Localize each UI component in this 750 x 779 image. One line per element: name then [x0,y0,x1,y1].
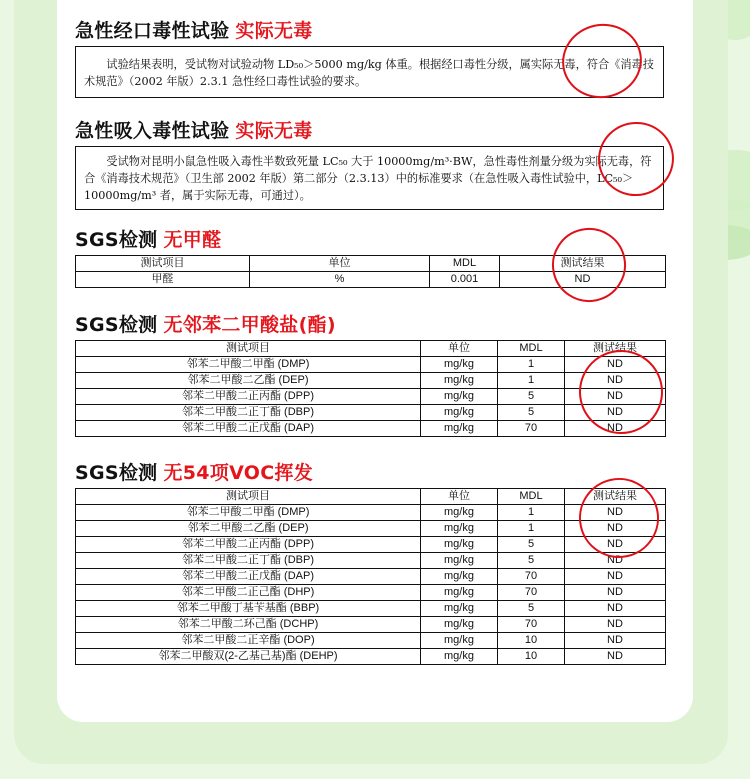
table-cell: mg/kg [421,505,498,521]
section-title-text: 急性吸入毒性试验 [75,120,230,142]
table-cell: ND [565,649,666,665]
table-cell: ND [565,633,666,649]
table-cell: mg/kg [421,537,498,553]
table-row [76,421,666,437]
table-cell: mg/kg [421,585,498,601]
section-tag: 无甲醛 [163,229,222,251]
table-cell: 邻苯二甲酸二甲酯 (DMP) [76,505,421,521]
table-cell: mg/kg [421,601,498,617]
table-row [76,537,666,553]
oral-toxicity-text: 试验结果表明，受试物对试验动物 LD₅₀＞5000 mg/kg 体重。根据经口毒性分级，属实际无毒，符合《消毒技术规范》（2002 年版）2.3.1 急性经口毒性试验的要求。 [84,58,654,88]
table-cell: 70 [498,585,565,601]
table-header-cell: 测试项目 [76,256,250,272]
table-cell: mg/kg [421,373,498,389]
table-row [76,373,666,389]
table-header-row [76,341,666,357]
section-title-formaldehyde [75,225,221,252]
table-row [76,389,666,405]
table-header-cell: MDL [430,256,500,272]
table-cell: mg/kg [421,649,498,665]
table-cell: 邻苯二甲酸二正丙酯 (DPP) [76,389,421,405]
table-cell: mg/kg [421,405,498,421]
table-cell: 0.001 [430,272,500,288]
table-cell: 1 [498,357,565,373]
table-row [76,601,666,617]
table-row [76,633,666,649]
table-cell: 5 [498,553,565,569]
section-tag: 实际无毒 [235,120,313,142]
section-title-text: 急性经口毒性试验 [75,20,230,42]
table-cell: ND [565,389,666,405]
table-cell: 5 [498,389,565,405]
table-cell: ND [565,421,666,437]
table-row [76,272,666,288]
table-cell: 10 [498,649,565,665]
table-cell: 邻苯二甲酸二正戊酯 (DAP) [76,569,421,585]
section-title-text: SGS检测 [75,229,158,251]
table-header-cell: 测试结果 [500,256,666,272]
table-row [76,617,666,633]
table-cell: 1 [498,373,565,389]
table-cell: ND [565,405,666,421]
table-cell: 5 [498,601,565,617]
table-cell: ND [565,373,666,389]
table-header-row [76,256,666,272]
table-cell: 邻苯二甲酸丁基苄基酯 (BBP) [76,601,421,617]
section-title-text: SGS检测 [75,462,158,484]
table-header-cell: MDL [498,489,565,505]
table-cell: mg/kg [421,389,498,405]
section-title-voc [75,458,313,485]
section-title-phthalates [75,310,336,337]
table-cell: 70 [498,569,565,585]
oral-toxicity-report-box [75,46,664,98]
section-tag: 无邻苯二甲酸盐(酯) [163,314,336,336]
table-row [76,649,666,665]
table-row [76,357,666,373]
table-header-cell: 测试结果 [565,341,666,357]
table-cell: mg/kg [421,617,498,633]
table-cell: 甲醛 [76,272,250,288]
table-header-row [76,489,666,505]
table-cell: mg/kg [421,633,498,649]
table-cell: ND [565,357,666,373]
table-cell: 邻苯二甲酸二正丁酯 (DBP) [76,405,421,421]
table-cell: 邻苯二甲酸二正丁酯 (DBP) [76,553,421,569]
table-cell: 邻苯二甲酸二正戊酯 (DAP) [76,421,421,437]
table-cell: 邻苯二甲酸二乙酯 (DEP) [76,373,421,389]
table-cell: 邻苯二甲酸二环己酯 (DCHP) [76,617,421,633]
section-tag: 实际无毒 [235,20,313,42]
table-cell: mg/kg [421,357,498,373]
table-cell: ND [565,537,666,553]
table-cell: ND [565,617,666,633]
inhalation-toxicity-report-box [75,146,664,210]
table-cell: ND [565,569,666,585]
table-header-cell: 测试项目 [76,489,421,505]
table-cell: 5 [498,537,565,553]
table-cell: ND [565,601,666,617]
section-title-text: SGS检测 [75,314,158,336]
table-cell: mg/kg [421,553,498,569]
phthalates-table [75,340,666,437]
section-title-oral-toxicity [75,16,313,43]
table-cell: ND [500,272,666,288]
section-title-inhalation-toxicity [75,116,313,143]
table-cell: 5 [498,405,565,421]
voc-table [75,488,666,665]
table-row [76,569,666,585]
table-cell: 10 [498,633,565,649]
table-cell: ND [565,505,666,521]
table-cell: mg/kg [421,521,498,537]
table-row [76,505,666,521]
table-cell: 70 [498,421,565,437]
table-header-cell: 测试结果 [565,489,666,505]
table-header-cell: 单位 [421,489,498,505]
table-header-cell: MDL [498,341,565,357]
table-cell: 邻苯二甲酸双(2-乙基己基)酯 (DEHP) [76,649,421,665]
table-row [76,521,666,537]
section-tag: 无54项VOC挥发 [163,462,314,484]
table-cell: % [250,272,430,288]
table-cell: ND [565,553,666,569]
table-row [76,553,666,569]
table-header-cell: 单位 [250,256,430,272]
table-cell: 邻苯二甲酸二乙酯 (DEP) [76,521,421,537]
inhalation-toxicity-text: 受试物对昆明小鼠急性吸入毒性半数致死量 LC₅₀ 大于 10000mg/m³·BW，急性毒性剂量分级为实际无毒，符合《消毒技术规范》（卫生部 2002 年版）第二部分（2.3.13）中的标准要求（在急性吸入毒性试验中，LC₅₀＞10000mg/m³ 者，属于实际无毒，可通过）。 [84,155,652,202]
table-cell: 1 [498,505,565,521]
table-cell: 邻苯二甲酸二正己酯 (DHP) [76,585,421,601]
table-cell: ND [565,521,666,537]
table-cell: mg/kg [421,569,498,585]
table-cell: mg/kg [421,421,498,437]
table-header-cell: 单位 [421,341,498,357]
table-cell: 邻苯二甲酸二正辛酯 (DOP) [76,633,421,649]
table-row [76,585,666,601]
table-cell: ND [565,585,666,601]
table-row [76,405,666,421]
table-cell: 1 [498,521,565,537]
table-header-cell: 测试项目 [76,341,421,357]
table-cell: 70 [498,617,565,633]
table-cell: 邻苯二甲酸二甲酯 (DMP) [76,357,421,373]
formaldehyde-table [75,255,666,288]
table-cell: 邻苯二甲酸二正丙酯 (DPP) [76,537,421,553]
